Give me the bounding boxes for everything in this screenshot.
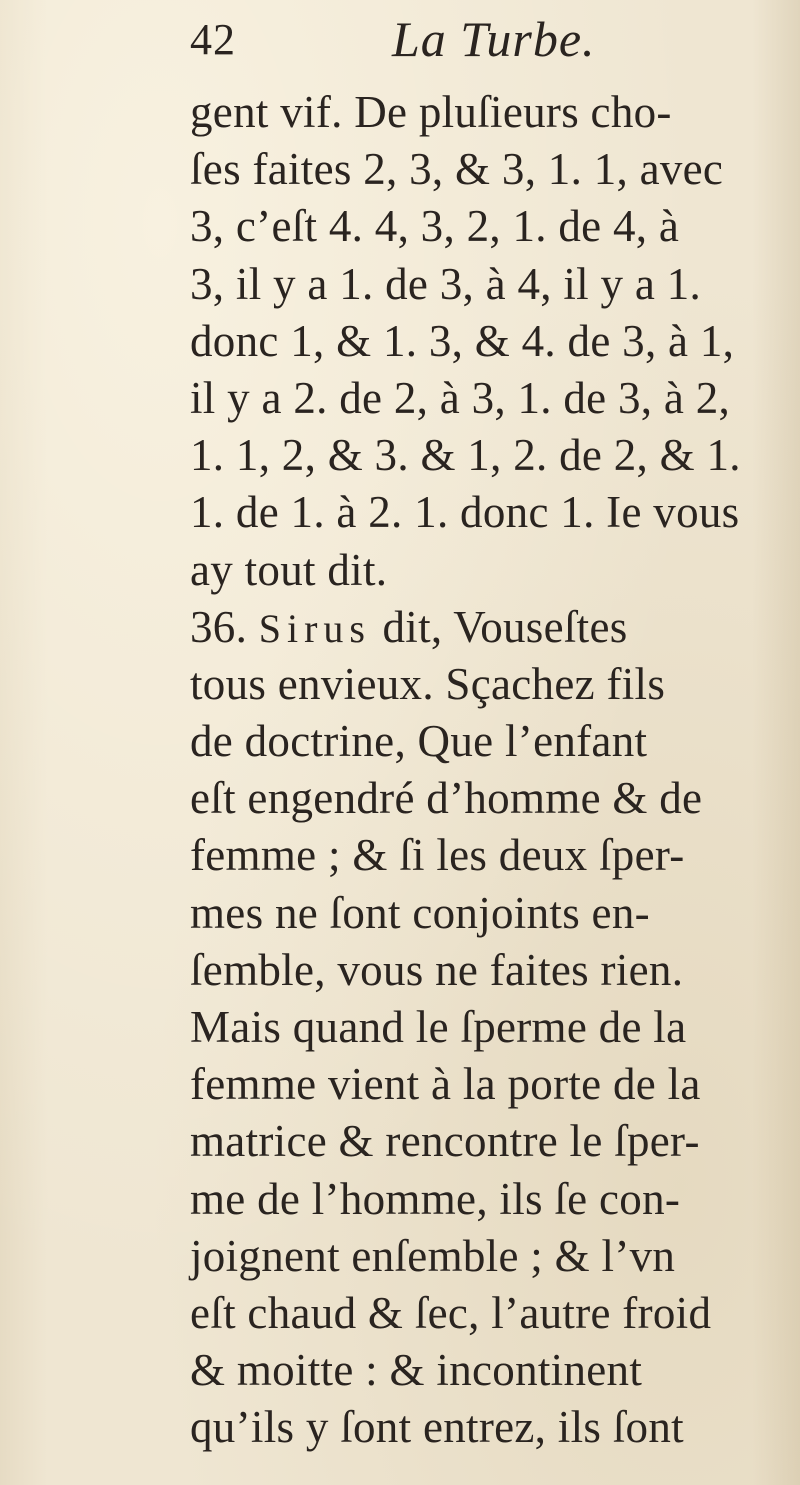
text-line: me de l’homme, ils ſe con- bbox=[190, 1173, 681, 1224]
text-line: ay tout dit. bbox=[190, 544, 388, 595]
text-line: femme vient à la porte de la bbox=[190, 1059, 701, 1110]
text-line: matrice & rencontre le ſper- bbox=[190, 1116, 700, 1167]
text-line: 1. 1, 2, & 3. & 1, 2. de 2, & 1. bbox=[190, 430, 741, 481]
text-line: qu’ils y ſont entrez, ils ſont bbox=[190, 1402, 684, 1453]
text-line: dit, Vouseſtes bbox=[370, 601, 628, 652]
section-36-heading-line bbox=[190, 599, 780, 656]
text-line: eſt chaud & ſec, l’autre froid bbox=[190, 1287, 712, 1338]
text-line: 1. de 1. à 2. 1. donc 1. Ie vous bbox=[190, 487, 740, 538]
running-title: La Turbe. bbox=[392, 11, 596, 67]
body-text bbox=[190, 84, 780, 1457]
text-line: ſemble, vous ne faites rien. bbox=[190, 944, 684, 995]
text-line: tous envieux. Sçachez fils bbox=[190, 658, 666, 709]
text-line: & moitte : & incontinent bbox=[190, 1345, 643, 1396]
text-line: de doctrine, Que l’enfant bbox=[190, 716, 648, 767]
text-line: 3, il y a 1. de 3, à 4, il y a 1. bbox=[190, 258, 702, 309]
text-line: ſes faites 2, 3, & 3, 1. 1, avec bbox=[190, 144, 724, 195]
page-header bbox=[190, 6, 790, 86]
text-line: eſt engendré d’homme & de bbox=[190, 773, 703, 824]
text-line: mes ne ſont conjoints en- bbox=[190, 887, 650, 938]
section-number: 36. bbox=[190, 601, 259, 652]
page-number: 42 bbox=[190, 15, 236, 64]
speaker-name: Sirus bbox=[258, 605, 371, 651]
text-line: gent vif. De pluſieurs cho- bbox=[190, 87, 672, 137]
text-line: donc 1, & 1. 3, & 4. de 3, à 1, bbox=[190, 315, 735, 366]
text-line: Mais quand le ſperme de la bbox=[190, 1002, 687, 1052]
text-line: joignent enſemble ; & l’vn bbox=[190, 1230, 676, 1281]
text-line: il y a 2. de 2, à 3, 1. de 3, à 2, bbox=[190, 372, 731, 423]
text-line: femme ; & ſi les deux ſper- bbox=[190, 830, 685, 881]
text-line: 3, c’eſt 4. 4, 3, 2, 1. de 4, à bbox=[190, 201, 680, 252]
